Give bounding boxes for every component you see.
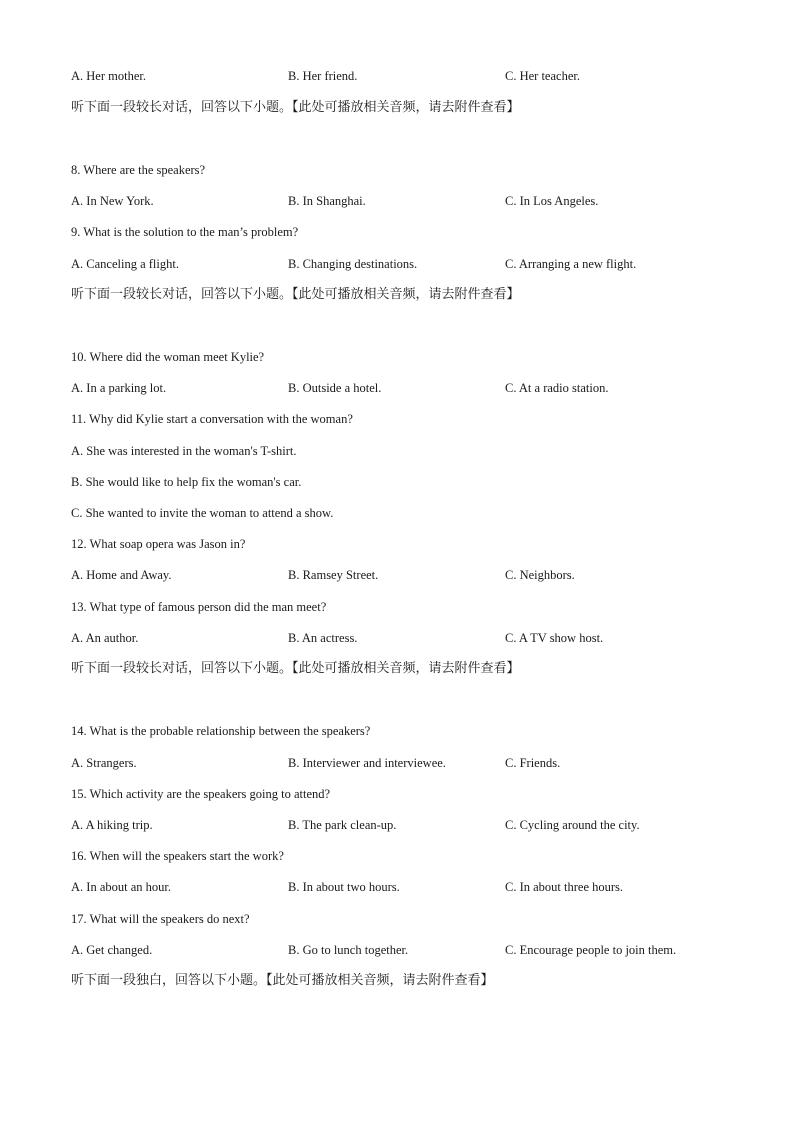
option-c: C. She wanted to invite the woman to attend a show. (71, 506, 334, 520)
option-a: A. In about an hour. (71, 880, 171, 894)
option-b: B. She would like to help fix the woman's car. (71, 475, 302, 489)
listening-instruction: 听下面一段较长对话，回答以下小题。【此处可播放相关音频，请去附件查看】 (71, 661, 520, 676)
option-b: B. Changing destinations. (288, 257, 418, 271)
option-a: A. Her mother. (71, 69, 146, 83)
option-c: C. In Los Angeles. (505, 194, 599, 208)
option-b: B. Outside a hotel. (288, 381, 382, 395)
option-b: B. The park clean-up. (288, 818, 397, 832)
question-17: 17. What will the speakers do next? (71, 912, 250, 926)
option-a: A. Home and Away. (71, 568, 172, 582)
option-b: B. Ramsey Street. (288, 568, 379, 582)
listening-instruction: 听下面一段较长对话，回答以下小题。【此处可播放相关音频，请去附件查看】 (71, 100, 520, 115)
option-b: B. In about two hours. (288, 880, 400, 894)
option-a: A. In New York. (71, 194, 154, 208)
listening-instruction: 听下面一段独白，回答以下小题。【此处可播放相关音频，请去附件查看】 (71, 973, 494, 988)
option-c: C. Friends. (505, 756, 561, 770)
listening-instruction: 听下面一段较长对话，回答以下小题。【此处可播放相关音频，请去附件查看】 (71, 287, 520, 302)
option-a: A. A hiking trip. (71, 818, 153, 832)
option-b: B. Interviewer and interviewee. (288, 756, 446, 770)
question-12: 12. What soap opera was Jason in? (71, 537, 246, 551)
option-b: B. An actress. (288, 631, 358, 645)
question-9: 9. What is the solution to the man’s problem? (71, 225, 299, 239)
question-15: 15. Which activity are the speakers going to attend? (71, 787, 331, 801)
option-b: B. In Shanghai. (288, 194, 366, 208)
option-a: A. An author. (71, 631, 139, 645)
question-13: 13. What type of famous person did the man meet? (71, 600, 327, 614)
option-c: C. A TV show host. (505, 631, 604, 645)
option-a: A. In a parking lot. (71, 381, 167, 395)
option-c: C. At a radio station. (505, 381, 609, 395)
option-a: A. Canceling a flight. (71, 257, 179, 271)
option-c: C. Her teacher. (505, 69, 580, 83)
question-8: 8. Where are the speakers? (71, 163, 206, 177)
option-c: C. Cycling around the city. (505, 818, 640, 832)
option-a: A. Get changed. (71, 943, 153, 957)
option-c: C. Encourage people to join them. (505, 943, 677, 957)
question-14: 14. What is the probable relationship between the speakers? (71, 724, 371, 738)
option-c: C. Arranging a new flight. (505, 257, 637, 271)
question-11: 11. Why did Kylie start a conversation with the woman? (71, 412, 353, 426)
question-10: 10. Where did the woman meet Kylie? (71, 350, 265, 364)
option-a: A. She was interested in the woman's T-shirt. (71, 444, 297, 458)
question-16: 16. When will the speakers start the work? (71, 849, 284, 863)
option-a: A. Strangers. (71, 756, 137, 770)
option-c: C. In about three hours. (505, 880, 624, 894)
option-c: C. Neighbors. (505, 568, 575, 582)
option-b: B. Go to lunch together. (288, 943, 409, 957)
option-b: B. Her friend. (288, 69, 358, 83)
